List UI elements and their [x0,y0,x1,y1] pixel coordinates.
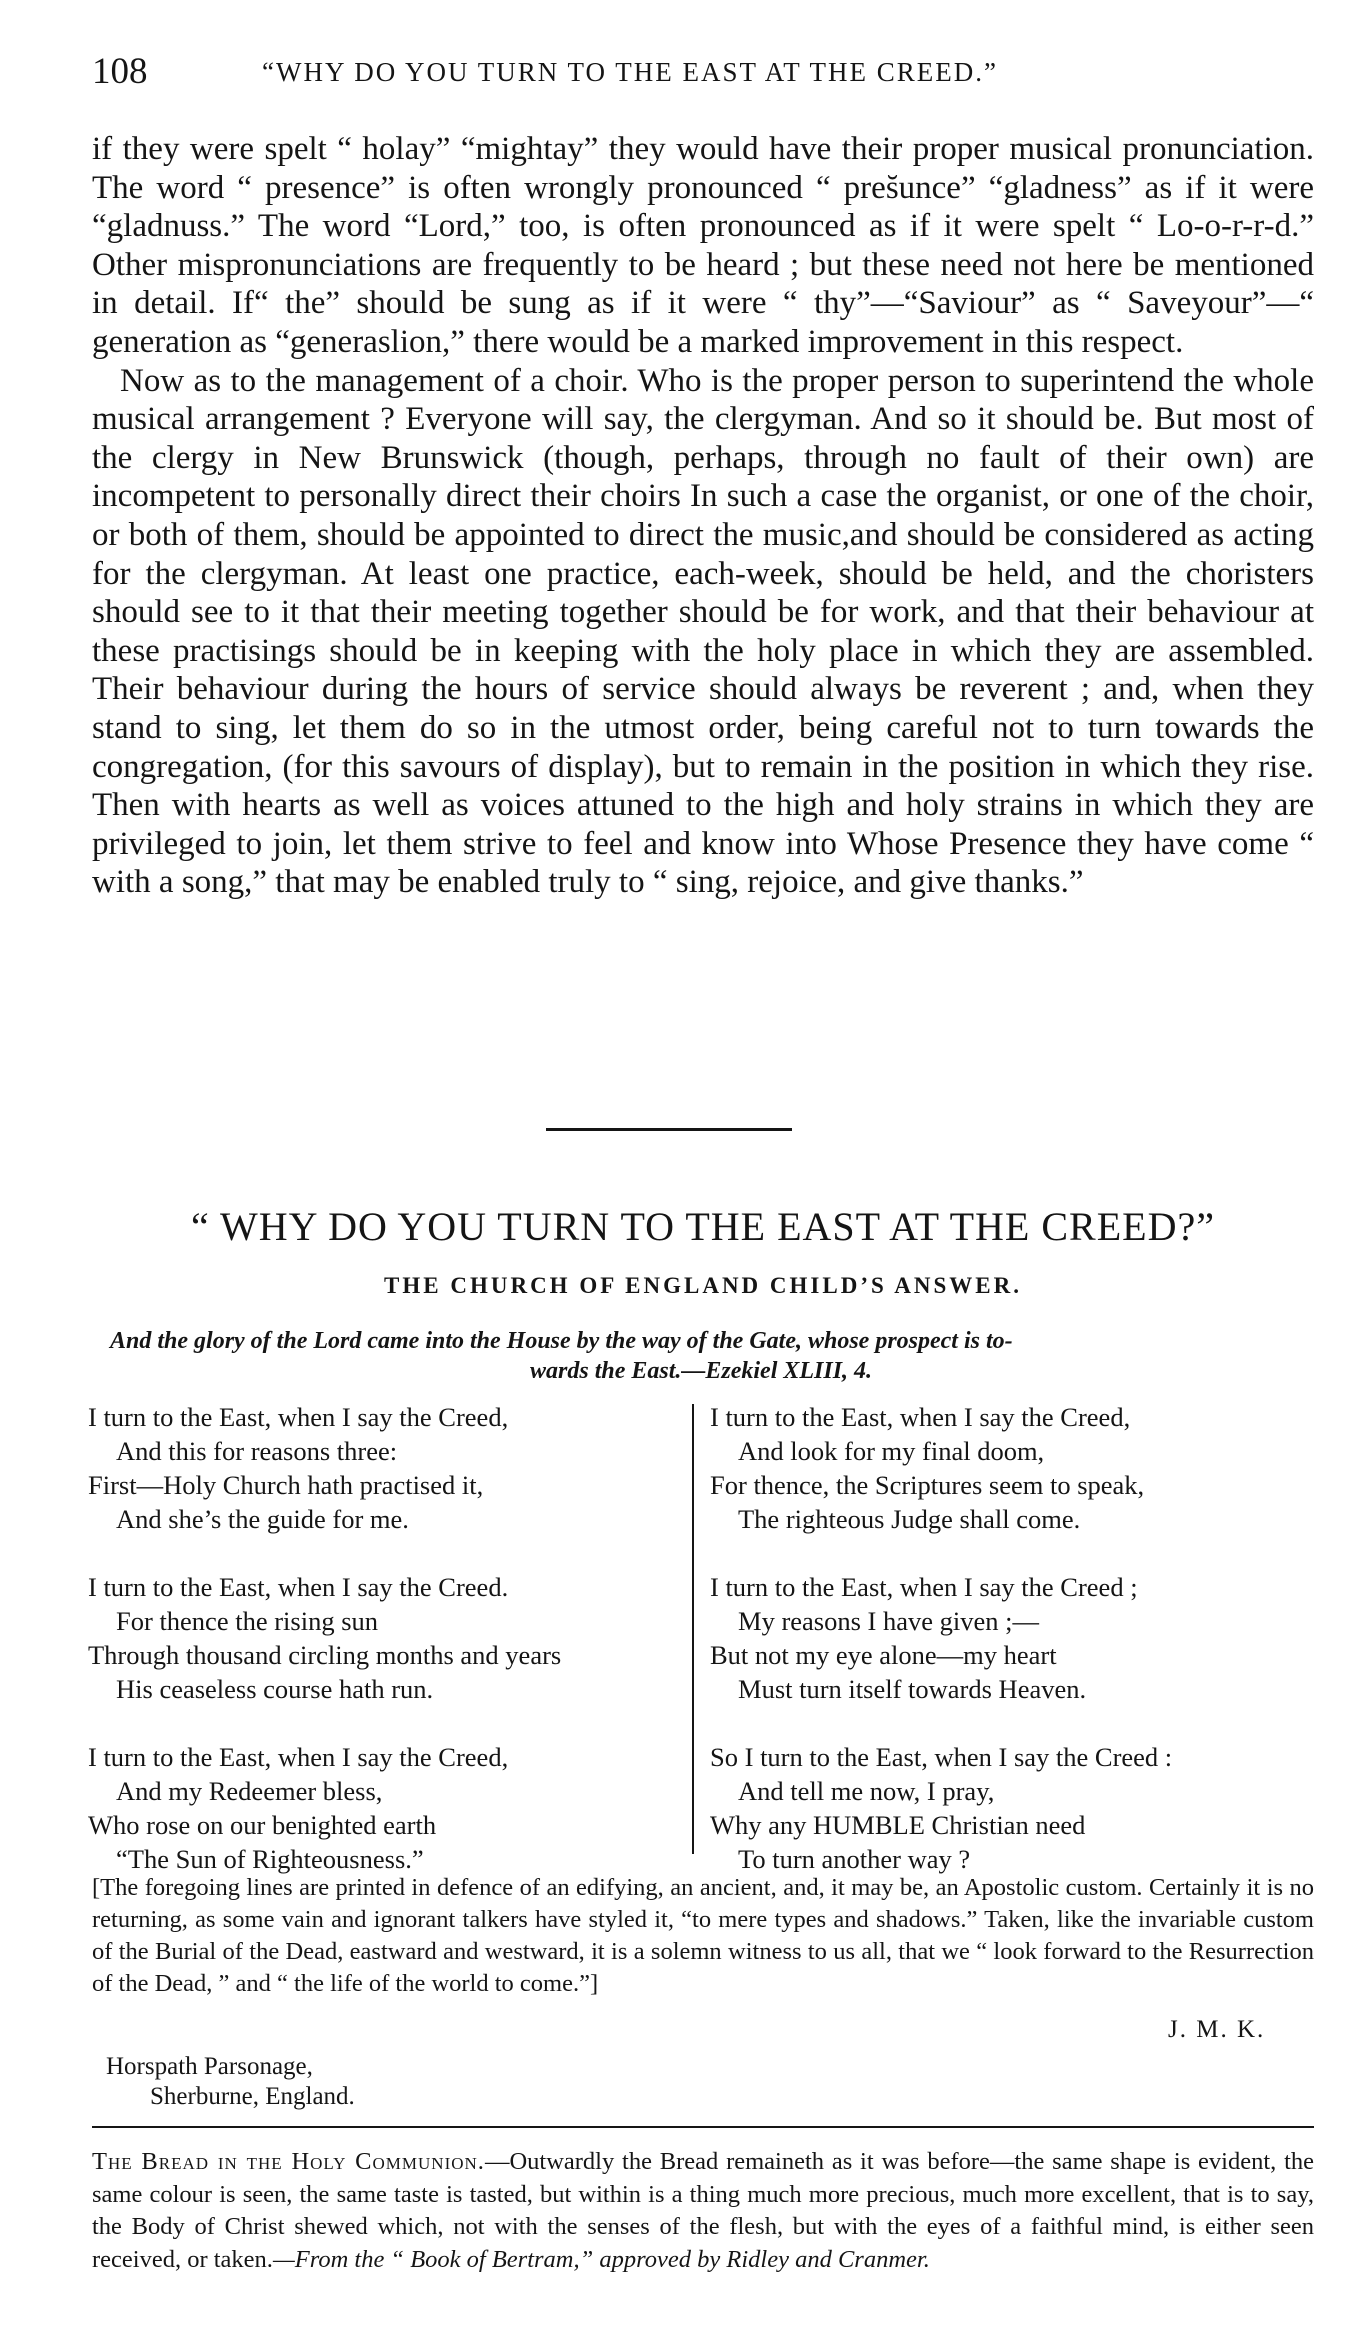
page-number: 108 [92,51,148,92]
epigraph-line-2: wards the East.—Ezekiel XLIII, 4. [530,1358,873,1384]
poem-line: I turn to the East, when I say the Creed ; [710,1572,1138,1602]
poem-subtitle: THE CHURCH OF ENGLAND CHILD’S ANSWER. [384,1273,1022,1298]
poem-line: I turn to the East, when I say the Creed, [88,1402,509,1432]
section-divider [546,1128,792,1131]
poem-line: My reasons I have given ;— [738,1606,1039,1636]
poem-stanza [710,1400,1318,1536]
poem-line: And look for my final doom, [738,1436,1045,1466]
running-head: “WHY DO YOU TURN TO THE EAST AT THE CREED.” [262,57,998,87]
editorial-note: [The foregoing lines are printed in defence of an edifying, an ancient, and, it may be, an Apostolic custom. Certainly it is no returning, as some vain and ignorant talkers have styled it, “to mere types and shadows.” Taken, like the invariable custom of the Burial of the Dead, eastward and westward, it is a solemn witness to us all, that we “ look forward to the Resurrection of the Dead, ” and “ the life of the world to come.”] [92,1874,1314,1997]
poem-line: First—Holy Church hath practised it, [88,1470,484,1500]
poem-line: Must turn itself towards Heaven. [738,1674,1087,1704]
poem-line: And my Redeemer bless, [116,1776,383,1806]
poem-stanza [88,1400,690,1536]
poem-stanza [710,1740,1318,1876]
location-line-1: Horspath Parsonage, [106,2053,313,2080]
poem-stanza [88,1740,690,1876]
poem-line: To turn another way ? [738,1844,971,1874]
poem-epigraph [110,1326,1300,1386]
poem-body [88,1400,1318,1874]
poem-line: Who rose on our benighted earth [88,1810,437,1840]
poem-line: “The Sun of Righteousness.” [116,1844,424,1874]
extract-heading: The Bread in the Holy Communion. [92,2148,485,2175]
footer-divider [92,2126,1314,2128]
poem-line: I turn to the East, when I say the Creed. [88,1572,509,1602]
poem-line: Through thousand circling months and years [88,1640,562,1670]
article-body [92,130,1314,902]
poem-line: And she’s the guide for me. [116,1504,409,1534]
poem-title: “ WHY DO YOU TURN TO THE EAST AT THE CREED?” [191,1204,1215,1249]
poem-line: For thence, the Scriptures seem to speak, [710,1470,1145,1500]
author-location [106,2052,355,2112]
poem-line: Why any HUMBLE Christian need [710,1810,1086,1840]
page-header [92,46,1332,98]
poem-line: The righteous Judge shall come. [738,1504,1081,1534]
poem-line: So I turn to the East, when I say the Creed : [710,1742,1173,1772]
poem-stanza [710,1570,1318,1706]
poem-line: His ceaseless course hath run. [116,1674,434,1704]
location-line-2: Sherburne, England. [150,2083,355,2110]
body-paragraph-1: if they were spelt “ holay” “mightay” they would have their proper musical pronunciation. The word “ presence” is often wrongly pronounced “ pres̆unce” “gladness” as if it were “gladnuss.” The word “Lord,” too, is often pronounced as if it were spelt “ Lo-o-r-r-d.” Other mispronunciations are frequently to be heard ; but these need not here be mentioned in detail. If“ the” should be sung as if it were “ thy”—“Saviour” as “ Saveyour”—“ generation as “generaslion,” there would be a marked improvement in this respect. [92,131,1314,360]
extract-source: —From the “ Book of Bertram,” approved by Ridley and Cranmer. [272,2245,930,2273]
epigraph-line-1: And the glory of the Lord came into the House by the way of the Gate, whose prospect is to- [110,1328,1013,1354]
bread-extract [92,2146,1314,2276]
poem-line: For thence the rising sun [116,1606,379,1636]
poem-line: But not my eye alone—my heart [710,1640,1057,1670]
column-divider [692,1404,694,1854]
poem-right-column [710,1400,1318,1876]
poem-stanza [88,1570,690,1706]
poem-line: And this for reasons three: [116,1436,398,1466]
poem-line: I turn to the East, when I say the Creed, [710,1402,1131,1432]
author-initials: J. M. K. [1168,2016,1266,2043]
extract-text: —Outwardly the Bread remaineth as it was before—the same shape is evident, the same colour is seen, the same taste is tasted, but within is a thing much more precious, much more excellent, that is to say, the Body of Christ shewed which, not with the senses of the flesh, but with the eyes of a faithful mind, is either seen received, or taken. [92,2148,1315,2273]
poem-line: I turn to the East, when I say the Creed, [88,1742,509,1772]
body-paragraph-2: Now as to the management of a choir. Who is the proper person to superintend the whole musical arrangement ? Everyone will say, the clergyman. And so it should be. But most of the clergy in New Brunswick (though, perhaps, through no fault of their own) are incompetent to personally direct their choirs In such a case the organist, or one of the choir, or both of them, should be appointed to direct the music,and should be considered as acting for the clergyman. At least one practice, each-week, should be held, and the choristers should see to it that their meeting together should be for work, and that their behaviour at these practisings should be in keeping with the holy place in which they are assembled. Their behaviour during the hours of service should always be reverent ; and, when they stand to sing, let them do so in the utmost order, being careful not to turn towards the congregation, (for this savours of display), but to remain in the position in which they rise. Then with hearts as well as voices attuned to the high and holy strains in which they are privileged to join, let them strive to feel and know into Whose Presence they have come “ with a song,” that may be enabled truly to “ sing, rejoice, and give thanks.” [92,362,1314,901]
poem-line: And tell me now, I pray, [738,1776,995,1806]
poem-left-column [88,1400,690,1876]
